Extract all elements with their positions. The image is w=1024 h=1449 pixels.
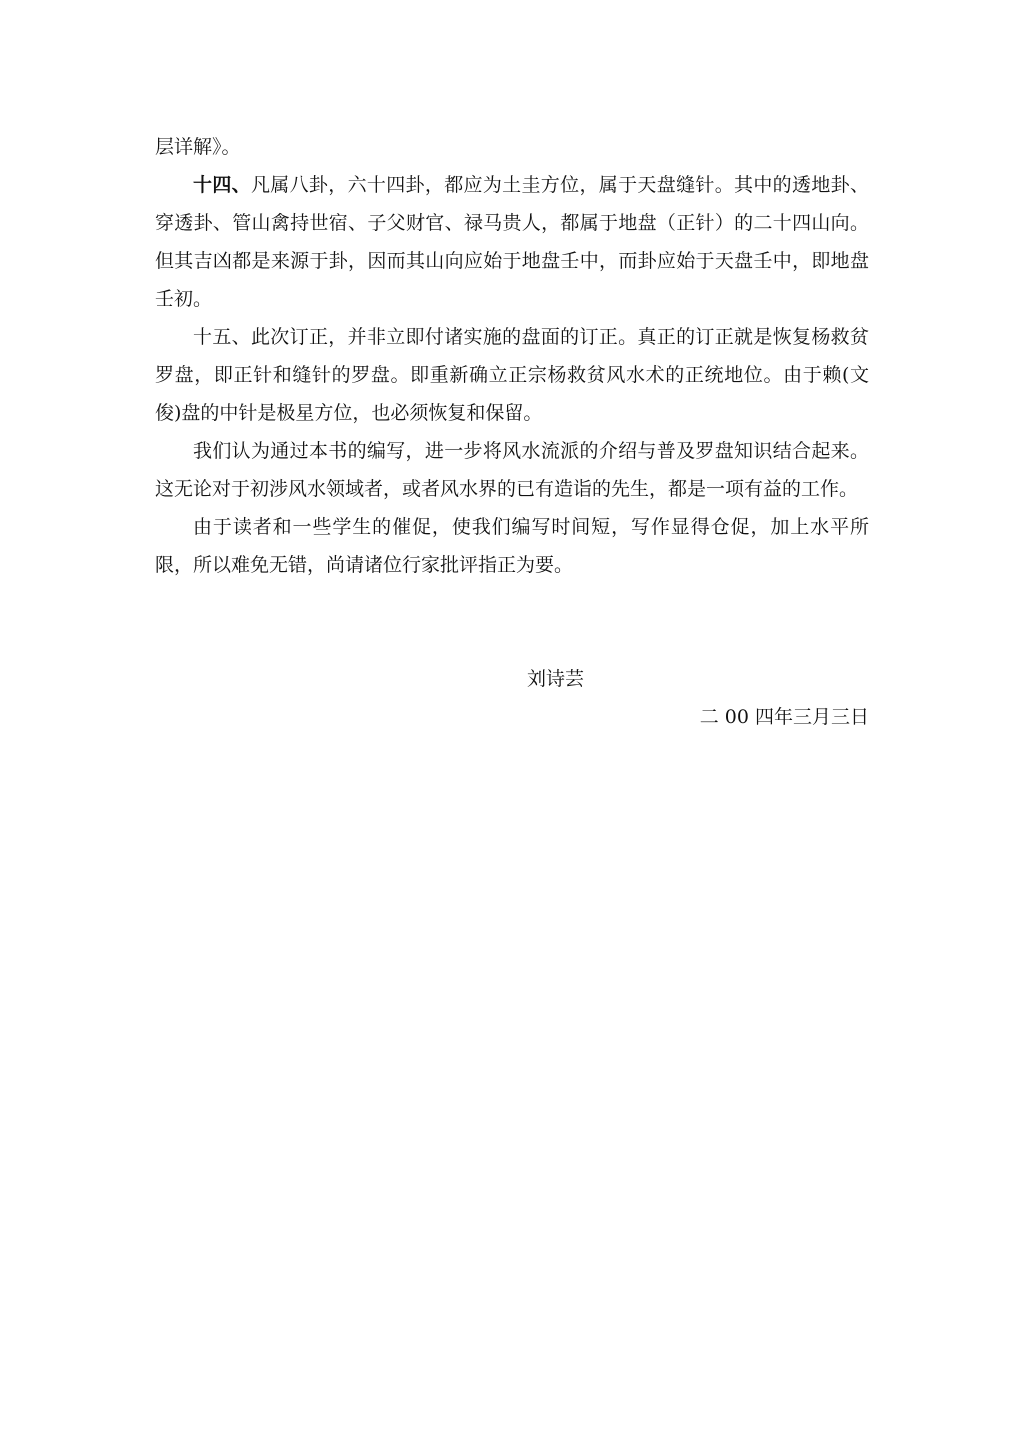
item-14-text: 凡属八卦，六十四卦，都应为土圭方位，属于天盘缝针。其中的透地卦、穿透卦、管山禽持世宿、子父财官、禄马贵人，都属于地盘（正针）的二十四山向。但其吉凶都是来源于卦，因而其山向应始于地盘壬中，而卦应始于天盘壬中，即地盘壬初。 xyxy=(155,174,869,310)
item-14-heading: 十四、 xyxy=(193,174,251,196)
signature-date: 二 00 四年三月三日 xyxy=(699,706,869,728)
paragraph-closing: 由于读者和一些学生的催促，使我们编写时间短，写作显得仓促，加上水平所限，所以难免无错，尚请诸位行家批评指正为要。 xyxy=(155,516,869,576)
paragraph-continuation: 层详解》。 xyxy=(155,136,241,158)
author-signature: 刘诗芸 xyxy=(527,668,585,690)
document-body xyxy=(155,128,869,584)
paragraph-item-15: 十五、此次订正，并非立即付诸实施的盘面的订正。真正的订正就是恢复杨救贫罗盘，即正针和缝针的罗盘。即重新确立正宗杨救贫风水术的正统地位。由于赖(文俊)盘的中针是极星方位，也必须恢复和保留。 xyxy=(155,326,869,424)
paragraph-item-14 xyxy=(155,166,869,318)
paragraph-purpose: 我们认为通过本书的编写，进一步将风水流派的介绍与普及罗盘知识结合起来。这无论对于初涉风水领域者，或者风水界的已有造诣的先生，都是一项有益的工作。 xyxy=(155,440,869,500)
